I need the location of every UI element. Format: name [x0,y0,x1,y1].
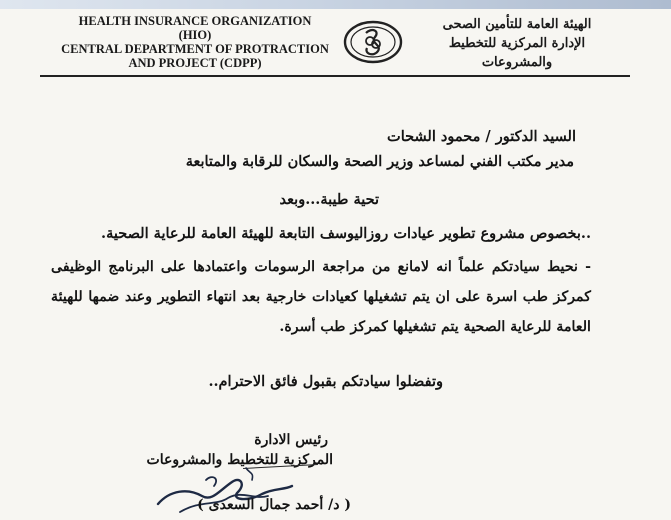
arabic-letterhead [412,15,622,72]
signatory-name: ( د/ أحمد جمال السعدى ) [197,497,351,513]
letterhead-divider [40,75,630,77]
hio-emblem-icon [342,19,404,65]
subject-line: ..بخصوص مشروع تطوير عيادات روزاليوسف التابعة للهيئة العامة للرعاية الصحية. [101,225,591,242]
recipient-title: مدير مكتب الفني لمساعد وزير الصحة والسكان للرقابة والمتابعة [185,153,574,170]
top-edge-bar [0,0,671,9]
recipient-name: السيد الدكتور / محمود الشحات [387,128,576,145]
signatory-title: رئيس الادارة [254,432,328,448]
english-letterhead-line: HEALTH INSURANCE ORGANIZATION [78,14,312,28]
greeting: تحية طيبة...وبعد [279,191,379,208]
english-letterhead-line: CENTRAL DEPARTMENT OF PROTRACTION [61,42,329,56]
closing-line: وتفضلوا سيادتكم بقبول فائق الاحترام.. [208,373,443,390]
letterhead [0,9,671,71]
letter-body: - نحيط سيادتكم علماً انه لامانع من مراجعة الرسومات واعتمادها على البرنامج الوظيفى كمركز طب اسرة على ان يتم تشغيلها كعيادات خارجية بعد انتهاء التطوير وعند ضمها للهيئة العامة للرعاية الصحية يتم تشغيلها كمركز طب أسرة. [51,259,591,335]
signatory-department: المركزية للتخطيط والمشروعات [146,452,333,468]
arabic-letterhead-line: الهيئة العامة للتأمين الصحى [442,17,592,32]
english-letterhead-line: AND PROJECT (CDPP) [128,56,262,70]
english-letterhead-line: (HIO) [178,28,212,42]
english-letterhead [50,14,340,70]
arabic-letterhead-line: الإدارة المركزية للتخطيط والمشروعات [448,36,586,70]
